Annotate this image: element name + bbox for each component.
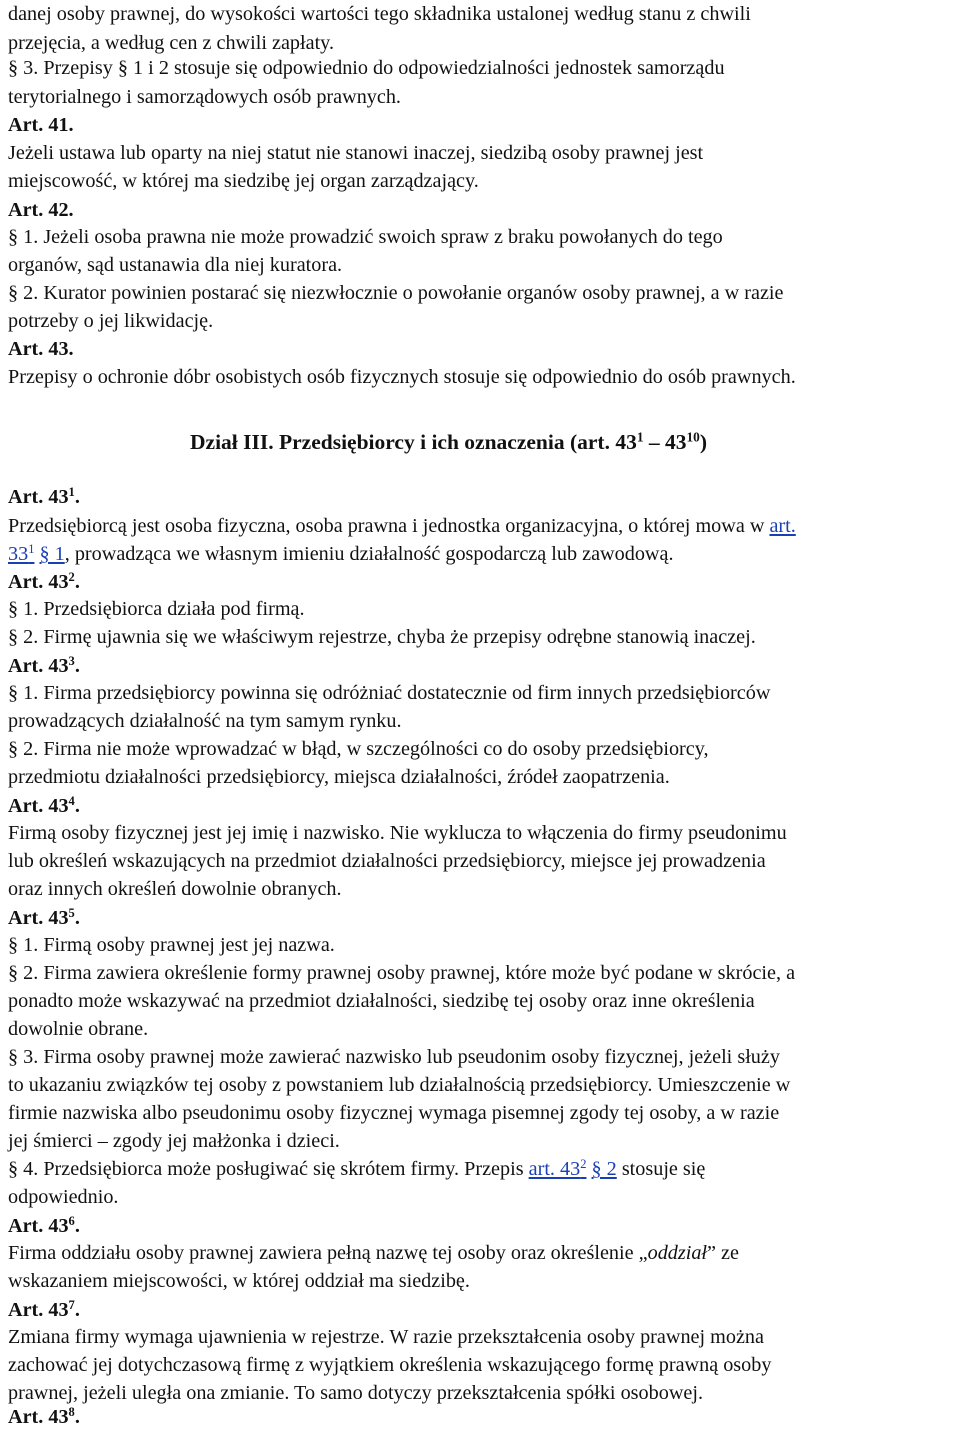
text-segment: , prowadząca we własnym imieniu działalność gospodarczą lub zawodową. (64, 543, 674, 565)
article-heading (8, 568, 80, 596)
text-line: lub określeń wskazujących na przedmiot działalności przedsiębiorcy, miejsce jej prowadzenia (8, 850, 766, 872)
text-line: zachować jej dotychczasową firmę z wyjątkiem określenia wskazującego formę prawną osoby (8, 1354, 772, 1376)
text-line: jej śmierci – zgody jej małżonka i dzieci. (8, 1130, 340, 1152)
text-line: § 2. Firma nie może wprowadzać w błąd, w szczególności co do osoby przedsiębiorcy, (8, 738, 709, 760)
article-heading: Art. 41. (8, 114, 74, 136)
text-line (8, 512, 796, 540)
article-label: Art. 43 (8, 655, 69, 677)
text-segment: § 4. Przedsiębiorca może posługiwać się skrótem firmy. Przepis (8, 1158, 529, 1180)
text-line: Jeżeli ustawa lub oparty na niej statut nie stanowi inaczej, siedzibą osoby prawnej jest (8, 142, 704, 164)
text-line: § 2. Kurator powinien postarać się niezwłocznie o powołanie organów osoby prawnej, a w razie (8, 282, 784, 304)
article-heading (8, 1403, 80, 1431)
text-line: dowolnie obrane. (8, 1018, 149, 1040)
paragraph-2-link[interactable]: § 2 (591, 1158, 617, 1180)
text-line (8, 540, 674, 568)
text-line: oraz innych określeń dowolnie obranych. (8, 878, 342, 900)
text-line: § 2. Firmę ujawnia się we właściwym rejestrze, chyba że przepisy odrębne stanowią inaczej. (8, 626, 756, 648)
article-label: Art. 43 (8, 571, 69, 593)
article-label: . (74, 907, 80, 929)
text-line: potrzeby o jej likwidację. (8, 310, 214, 332)
superscript: 3 (68, 654, 75, 669)
text-line: § 2. Firma zawiera określenie formy prawnej osoby prawnej, które może być podane w skrócie, a (8, 962, 796, 984)
article-label: . (74, 1406, 80, 1428)
section-heading-text: ) (699, 430, 708, 454)
text-line: miejscowość, w której ma siedzibę jej organ zarządzający. (8, 170, 479, 192)
article-label: . (74, 1299, 80, 1321)
article-label: Art. 43 (8, 1406, 69, 1428)
superscript: 6 (68, 1214, 75, 1229)
text-line: organów, sąd ustanawia dla niej kuratora. (8, 254, 343, 276)
article-heading: Art. 42. (8, 199, 74, 221)
article-label: . (74, 486, 80, 508)
text-line: § 1. Firma przedsiębiorcy powinna się odróżniać dostatecznie od firm innych przedsiębiorców (8, 682, 771, 704)
superscript: 4 (68, 794, 75, 809)
section-heading-text: – 43 (643, 430, 687, 454)
art-33-link[interactable]: art. (769, 515, 796, 537)
article-label: Art. 43 (8, 795, 69, 817)
text-line: § 1. Firmą osoby prawnej jest jej nazwa. (8, 934, 335, 956)
article-heading (8, 1212, 80, 1240)
text-segment: Firma oddziału osoby prawnej zawiera pełną nazwę tej osoby oraz określenie „ (8, 1242, 648, 1264)
link-text[interactable]: art. 43 (528, 1158, 581, 1180)
text-line: § 1. Jeżeli osoba prawna nie może prowadzić swoich spraw z braku powołanych do tego (8, 226, 723, 248)
text-line: odpowiednio. (8, 1186, 119, 1208)
art-43-2-link[interactable] (529, 1158, 587, 1180)
art-33-link[interactable] (8, 543, 34, 565)
superscript: 10 (686, 429, 700, 445)
article-label: Art. 43 (8, 1215, 69, 1237)
link-text[interactable]: 33 (8, 543, 29, 565)
article-label: . (74, 795, 80, 817)
article-label: . (74, 571, 80, 593)
text-line: przejęcia, a według cen z chwili zapłaty. (8, 32, 335, 54)
section-heading (190, 428, 707, 456)
article-heading (8, 792, 80, 820)
article-label: . (74, 655, 80, 677)
superscript: 1 (68, 485, 75, 500)
quoted-term: oddział (647, 1242, 708, 1264)
text-line: § 3. Przepisy § 1 i 2 stosuje się odpowiednio do odpowiedzialności jednostek samorządu (8, 57, 725, 79)
section-heading-text: Dział III. Przedsiębiorcy i ich oznaczenia (art. 43 (190, 430, 637, 454)
text-line: firmie nazwiska albo pseudonimu osoby fizycznej wymaga pisemnej zgody tej osoby, a w razie (8, 1102, 780, 1124)
article-heading: Art. 43. (8, 338, 74, 360)
text-line: Firmą osoby fizycznej jest jej imię i nazwisko. Nie wyklucza to włączenia do firmy pseudonimu (8, 822, 787, 844)
text-line: przedmiotu działalności przedsiębiorcy, miejsca działalności, źródeł zaopatrzenia. (8, 766, 670, 788)
text-segment: Przedsiębiorcą jest osoba fizyczna, osoba prawna i jednostka organizacyjna, o której mowa w (8, 515, 770, 537)
text-line: Przepisy o ochronie dóbr osobistych osób fizycznych stosuje się odpowiednio do osób prawnych. (8, 366, 796, 388)
text-line: terytorialnego i samorządowych osób prawnych. (8, 86, 401, 108)
superscript: 1 (636, 429, 644, 445)
text-line (8, 1155, 705, 1183)
superscript[interactable]: 2 (580, 1157, 587, 1172)
article-label: Art. 43 (8, 486, 69, 508)
superscript: 5 (68, 906, 75, 921)
text-line (8, 1239, 739, 1267)
superscript: 7 (68, 1298, 75, 1313)
article-heading (8, 483, 80, 511)
article-heading (8, 1296, 80, 1324)
text-line: prawnej, jeżeli uległa ona zmianie. To samo dotyczy przekształcenia spółki osobowej. (8, 1382, 704, 1404)
text-segment: ” ze (707, 1242, 739, 1264)
superscript[interactable]: 1 (28, 542, 35, 557)
text-line: ponadto może wskazywać na przedmiot działalności, siedzibę tej osoby oraz inne określenia (8, 990, 755, 1012)
article-label: Art. 43 (8, 1299, 69, 1321)
text-line: prowadzących działalność na tym samym rynku. (8, 710, 402, 732)
superscript: 2 (68, 570, 75, 585)
article-label: Art. 43 (8, 907, 69, 929)
article-heading (8, 652, 80, 680)
article-label: . (74, 1215, 80, 1237)
text-line: danej osoby prawnej, do wysokości wartości tego składnika ustalonej według stanu z chwili (8, 3, 751, 25)
text-segment: stosuje się (616, 1158, 706, 1180)
text-line: Zmiana firmy wymaga ujawnienia w rejestrze. W razie przekształcenia osoby prawnej można (8, 1326, 764, 1348)
paragraph-1-link[interactable]: § 1 (39, 543, 65, 565)
article-heading (8, 904, 80, 932)
text-line: wskazaniem miejscowości, w której oddział ma siedzibę. (8, 1270, 470, 1292)
superscript: 8 (68, 1405, 75, 1420)
text-line: to ukazaniu związków tej osoby z powstaniem lub działalnością przedsiębiorcy. Umieszczenie w (8, 1074, 791, 1096)
text-line: § 1. Przedsiębiorca działa pod firmą. (8, 598, 305, 620)
text-line: § 3. Firma osoby prawnej może zawierać nazwisko lub pseudonim osoby fizycznej, jeżeli służy (8, 1046, 780, 1068)
